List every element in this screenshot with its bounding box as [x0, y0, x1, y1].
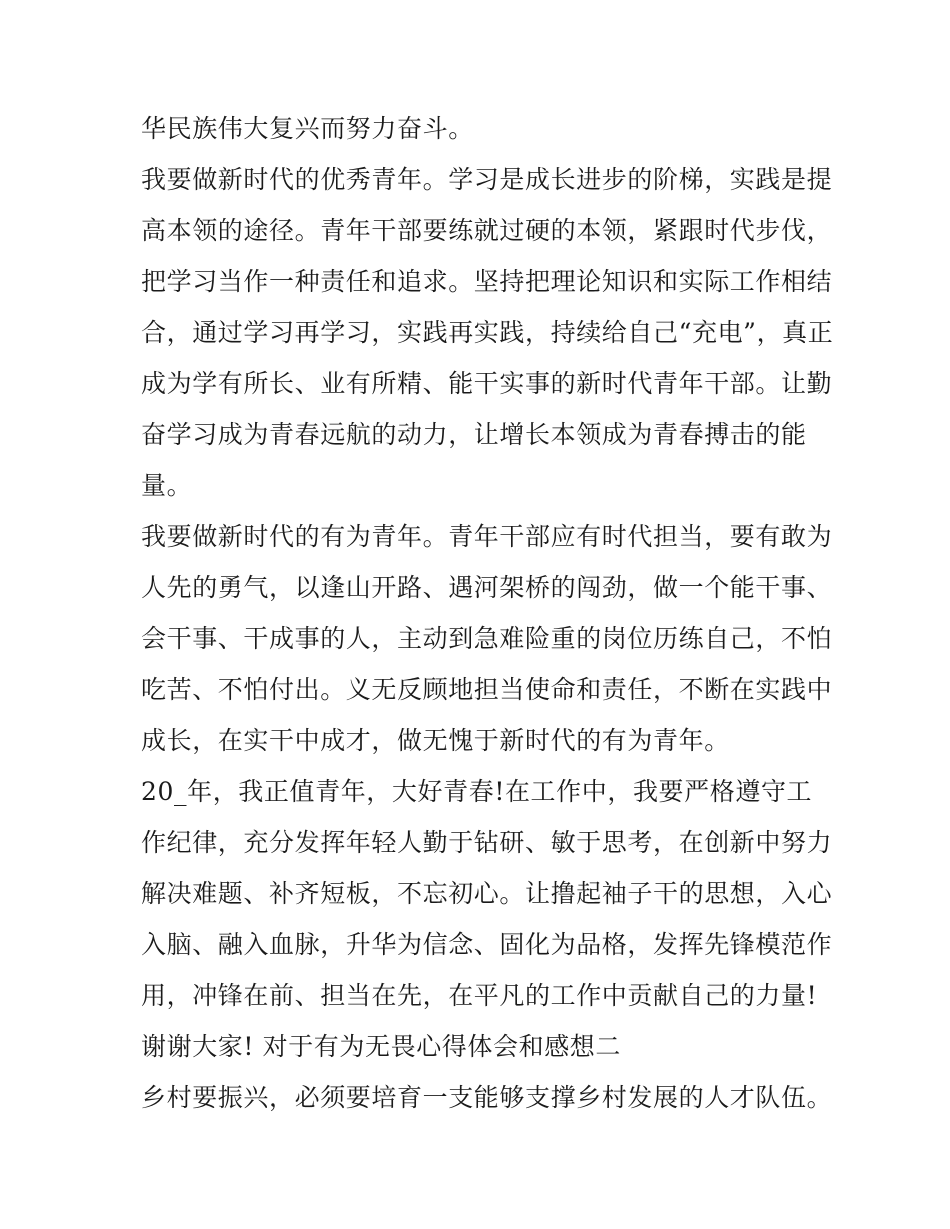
text-line: 量。 — [141, 471, 193, 500]
text-line: 解决难题、补齐短板，不忘初心。让撸起袖子干的思想，入心 — [141, 879, 833, 908]
text-line: 成为学有所长、业有所精、能干实事的新时代青年干部。让勤 — [141, 369, 833, 398]
text-line: 入脑、融入血脉，升华为信念、固化为品格，发挥先锋模范作 — [141, 930, 833, 959]
text-line: 我要做新时代的有为青年。青年干部应有时代担当，要有敢为 — [141, 522, 833, 551]
text-line: 高本领的途径。青年干部要练就过硬的本领，紧跟时代步伐， — [141, 216, 833, 245]
document-body — [141, 103, 834, 1123]
text-line: 我要做新时代的优秀青年。学习是成长进步的阶梯，实践是提 — [141, 165, 833, 194]
text-line: 把学习当作一种责任和追求。坚持把理论知识和实际工作相结 — [141, 267, 833, 296]
text-line: 奋学习成为青春远航的动力，让增长本领成为青春搏击的能 — [141, 420, 807, 449]
text-line: 华民族伟大复兴而努力奋斗。 — [141, 114, 474, 143]
text-line: 作纪律，充分发挥年轻人勤于钻研、敏于思考，在创新中努力 — [141, 828, 833, 857]
text-line: 人先的勇气，以逢山开路、遇河架桥的闯劲，做一个能干事、 — [141, 573, 833, 602]
text-line: 合，通过学习再学习，实践再实践，持续给自己“充电”，真正 — [141, 318, 834, 347]
text-line: 吃苦、不怕付出。义无反顾地担当使命和责任，不断在实践中 — [141, 675, 833, 704]
text-line: 成长，在实干中成才，做无愧于新时代的有为青年。 — [141, 726, 730, 755]
text-line: 乡村要振兴，必须要培育一支能够支撑乡村发展的人才队伍。 — [141, 1083, 833, 1112]
text-line: 20_年，我正值青年，大好青春!在工作中，我要严格遵守工 — [141, 777, 813, 806]
text-line: 会干事、干成事的人，主动到急难险重的岗位历练自己，不怕 — [141, 624, 833, 653]
text-line: 用，冲锋在前、担当在先，在平凡的工作中贡献自己的力量! — [141, 981, 818, 1010]
text-line: 谢谢大家! 对于有为无畏心得体会和感想二 — [141, 1032, 621, 1061]
